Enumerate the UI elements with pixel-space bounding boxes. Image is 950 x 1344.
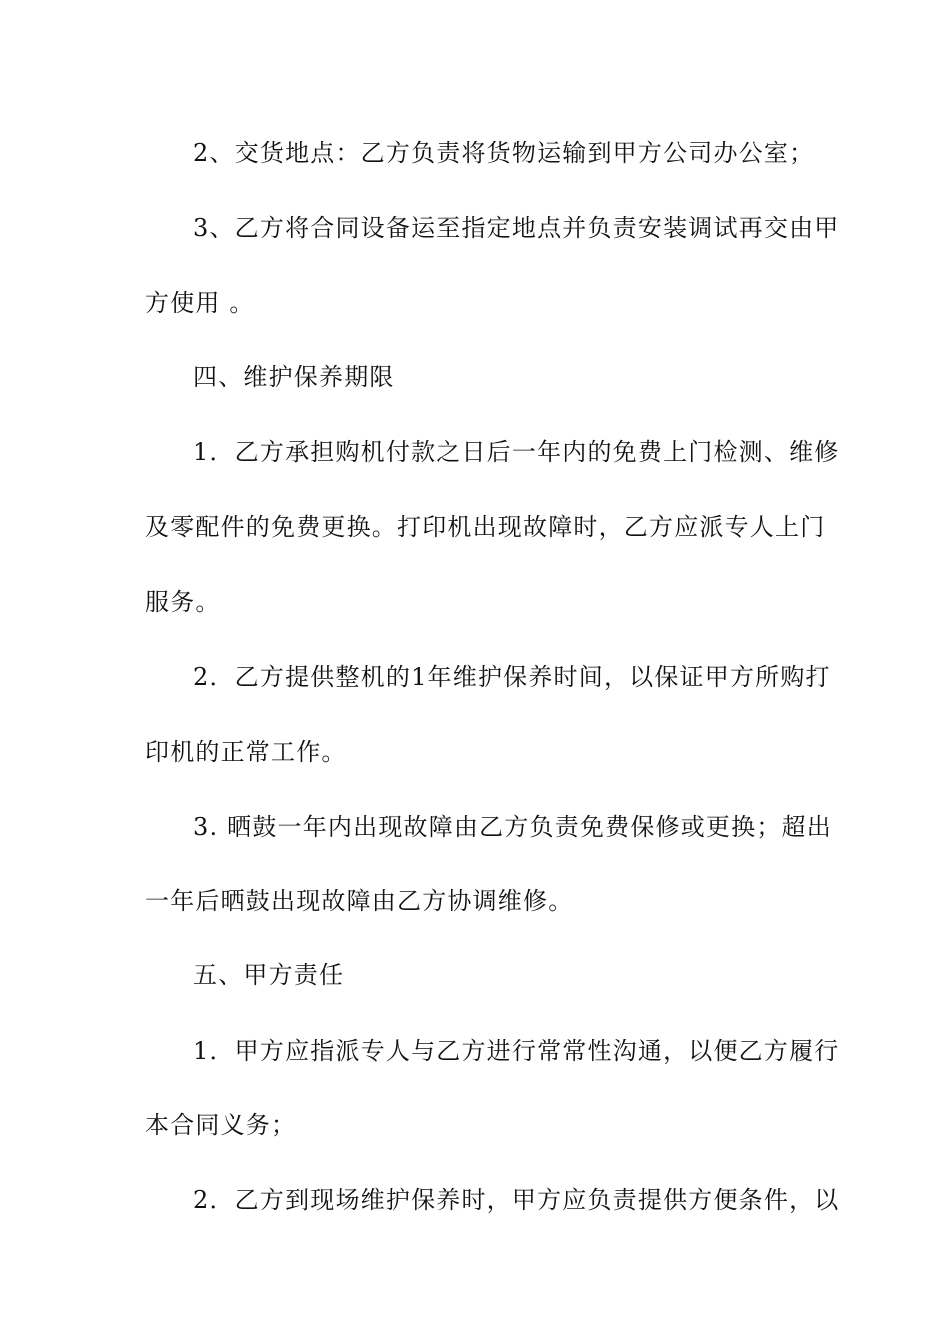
paragraph-line: 一年后晒鼓出现故障由乙方协调维修。 (145, 887, 574, 915)
paragraph-line: 服务。 (145, 588, 221, 616)
section-heading: 四、维护保养期限 (193, 363, 395, 391)
paragraph-line: 2．乙方到现场维护保养时，甲方应负责提供方便条件，以 (193, 1186, 840, 1214)
paragraph-line: 方使用 。 (145, 289, 255, 317)
paragraph-line: 2．乙方提供整机的1年维护保养时间，以保证甲方所购打 (193, 663, 831, 691)
paragraph-line: 3. 晒鼓一年内出现故障由乙方负责免费保修或更换；超出 (193, 813, 832, 841)
paragraph-line: 1．乙方承担购机付款之日后一年内的免费上门检测、维修 (193, 438, 840, 466)
paragraph-line: 及零配件的免费更换。打印机出现故障时，乙方应派专人上门 (145, 513, 826, 541)
paragraph-line: 本合同义务； (145, 1111, 297, 1139)
paragraph-line: 2、交货地点：乙方负责将货物运输到甲方公司办公室； (193, 139, 815, 167)
paragraph-line: 3、乙方将合同设备运至指定地点并负责安装调试再交由甲 (193, 214, 840, 242)
paragraph-line: 1．甲方应指派专人与乙方进行常常性沟通，以便乙方履行 (193, 1037, 840, 1065)
section-heading: 五、甲方责任 (193, 961, 345, 989)
paragraph-line: 印机的正常工作。 (145, 738, 347, 766)
